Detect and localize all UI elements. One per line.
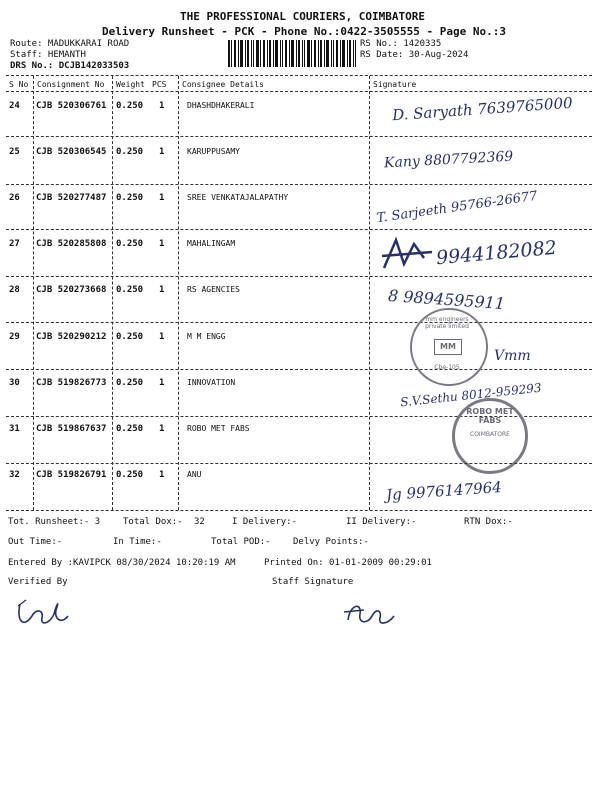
row-consignment: CJB 520273668 bbox=[36, 285, 107, 295]
ii-delivery: II Delivery:- bbox=[346, 517, 417, 527]
row-signature: Vmm bbox=[494, 348, 531, 364]
stamp-text: ROBO MET FABS bbox=[466, 407, 514, 425]
row-weight: 0.250 bbox=[116, 285, 144, 295]
row-rule bbox=[6, 463, 592, 464]
col-divider bbox=[33, 76, 34, 510]
printed-on: Printed On: 01-01-2009 00:29:01 bbox=[264, 558, 432, 568]
col-pcs: PCS bbox=[152, 80, 167, 89]
row-weight: 0.250 bbox=[116, 424, 144, 434]
delvy-points: Delvy Points:- bbox=[293, 537, 369, 547]
header-bottom-rule bbox=[6, 91, 592, 92]
runsheet-subtitle: Delivery Runsheet - PCK - Phone No.:0422-3505555 - Page No.:3 bbox=[102, 25, 506, 38]
tot-runsheet: Tot. Runsheet:- 3 bbox=[8, 517, 101, 527]
row-weight: 0.250 bbox=[116, 378, 144, 388]
row-rule bbox=[6, 276, 592, 277]
stamp-text: mm engineers private limited bbox=[425, 316, 469, 330]
row-consignment: CJB 520306545 bbox=[36, 147, 107, 157]
row-signature: 8 9894595911 bbox=[387, 285, 506, 314]
row-signature: S.V.Sethu 8012-959293 bbox=[399, 380, 543, 410]
row-pcs: 1 bbox=[159, 285, 165, 295]
barcode-graphic bbox=[228, 40, 356, 67]
row-consignment: CJB 520277487 bbox=[36, 193, 107, 203]
row-weight: 0.250 bbox=[116, 101, 144, 111]
row-sno: 32 bbox=[9, 470, 20, 480]
row-consignment: CJB 519826791 bbox=[36, 470, 107, 480]
row-weight: 0.250 bbox=[116, 239, 144, 249]
row-consignee: INNOVATION bbox=[187, 378, 236, 387]
in-time: In Time:- bbox=[113, 537, 162, 547]
row-signature: 9944182082 bbox=[435, 236, 558, 270]
row-rule bbox=[6, 184, 592, 185]
staff-label: Staff: HEMANTH bbox=[10, 50, 86, 60]
col-consignee: Consignee Details bbox=[182, 80, 264, 89]
col-signature: Signature bbox=[373, 80, 417, 89]
row-signature: T. Sarjeeth 95766-26677 bbox=[375, 188, 539, 227]
row-consignment: CJB 520290212 bbox=[36, 332, 107, 342]
verifier-signature bbox=[14, 594, 74, 634]
signature-scribble bbox=[380, 234, 440, 274]
col-divider bbox=[112, 76, 113, 510]
staff-signature-label: Staff Signature bbox=[272, 577, 354, 587]
row-pcs: 1 bbox=[159, 239, 165, 249]
drs-number: DRS No.: DCJB142033503 bbox=[10, 61, 130, 71]
row-pcs: 1 bbox=[159, 332, 165, 342]
stamp-logo: MM bbox=[434, 339, 462, 355]
col-divider bbox=[369, 76, 370, 510]
header-top-rule bbox=[6, 75, 592, 76]
row-consignment: CJB 519867637 bbox=[36, 424, 107, 434]
company-title: THE PROFESSIONAL COURIERS, COIMBATORE bbox=[180, 10, 426, 23]
row-signature: Kany 8807792369 bbox=[383, 148, 514, 172]
out-time: Out Time:- bbox=[8, 537, 63, 547]
row-consignee: ROBO MET FABS bbox=[187, 424, 250, 433]
row-weight: 0.250 bbox=[116, 147, 144, 157]
row-consignee: M M ENGG bbox=[187, 332, 226, 341]
row-sno: 28 bbox=[9, 285, 20, 295]
row-consignee: SREE VENKATAJALAPATHY bbox=[187, 193, 289, 202]
row-consignee: DHASHDHAKERALI bbox=[187, 101, 255, 110]
row-sno: 31 bbox=[9, 424, 20, 434]
row-rule bbox=[6, 369, 592, 370]
table-bottom-rule bbox=[6, 510, 592, 511]
row-sno: 27 bbox=[9, 239, 20, 249]
row-rule bbox=[6, 136, 592, 137]
barcode bbox=[228, 40, 356, 67]
rs-number: RS No.: 1420335 bbox=[360, 39, 442, 49]
row-sno: 29 bbox=[9, 332, 20, 342]
row-sno: 24 bbox=[9, 101, 20, 111]
total-dox-label: Total Dox:- bbox=[123, 517, 183, 527]
row-consignee: RS AGENCIES bbox=[187, 285, 240, 294]
row-weight: 0.250 bbox=[116, 332, 144, 342]
row-consignment: CJB 520306761 bbox=[36, 101, 107, 111]
row-weight: 0.250 bbox=[116, 470, 144, 480]
row-pcs: 1 bbox=[159, 470, 165, 480]
rtn-dox: RTN Dox:- bbox=[464, 517, 513, 527]
entered-by: Entered By :KAVIPCK 08/30/2024 10:20:19 AM bbox=[8, 558, 236, 568]
row-consignee: MAHALINGAM bbox=[187, 239, 236, 248]
row-pcs: 1 bbox=[159, 147, 165, 157]
row-signature: D. Saryath 7639765000 bbox=[391, 93, 574, 125]
i-delivery: I Delivery:- bbox=[232, 517, 298, 527]
row-sno: 26 bbox=[9, 193, 20, 203]
row-consignment: CJB 519826773 bbox=[36, 378, 107, 388]
row-rule bbox=[6, 229, 592, 230]
row-pcs: 1 bbox=[159, 424, 165, 434]
company-stamp bbox=[410, 308, 488, 386]
row-signature: Jg 9976147964 bbox=[385, 477, 503, 505]
row-rule bbox=[6, 322, 592, 323]
row-sno: 30 bbox=[9, 378, 20, 388]
row-pcs: 1 bbox=[159, 101, 165, 111]
col-consignment: Consignment No bbox=[37, 80, 105, 89]
col-divider bbox=[178, 76, 179, 510]
total-dox-value: 32 bbox=[194, 517, 205, 527]
stamp-code: Cbe-105 bbox=[434, 364, 460, 371]
row-pcs: 1 bbox=[159, 378, 165, 388]
verified-by-label: Verified By bbox=[8, 577, 68, 587]
col-weight: Weight bbox=[116, 80, 145, 89]
row-consignment: CJB 520285808 bbox=[36, 239, 107, 249]
row-consignee: ANU bbox=[187, 470, 202, 479]
stamp-city: COIMBATORE bbox=[470, 431, 510, 438]
row-consignee: KARUPPUSAMY bbox=[187, 147, 240, 156]
staff-signature bbox=[342, 596, 402, 636]
total-pod: Total POD:- bbox=[211, 537, 271, 547]
row-sno: 25 bbox=[9, 147, 20, 157]
row-weight: 0.250 bbox=[116, 193, 144, 203]
rs-date: RS Date: 30-Aug-2024 bbox=[360, 50, 469, 60]
col-sno: S No bbox=[9, 80, 29, 89]
row-pcs: 1 bbox=[159, 193, 165, 203]
route-label: Route: MADUKKARAI ROAD bbox=[10, 39, 130, 49]
